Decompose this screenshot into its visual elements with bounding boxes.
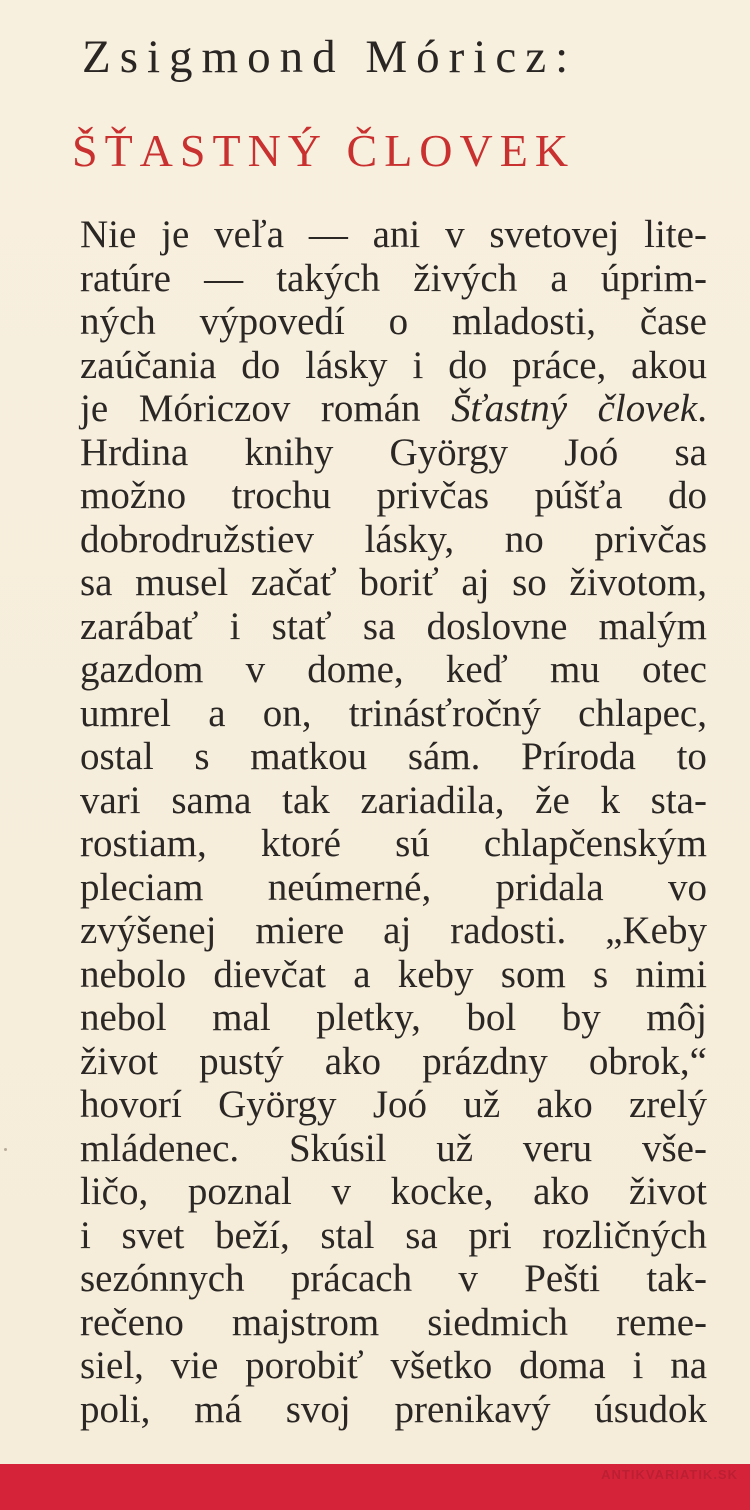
word: nimi: [635, 952, 707, 996]
author-name: Zsigmond Móricz:: [82, 31, 578, 83]
word: úsudok: [594, 1387, 707, 1431]
word: svetovej: [489, 213, 620, 256]
word: gazdom: [80, 648, 204, 691]
word: pustý: [199, 1039, 284, 1083]
word: práce,: [512, 343, 607, 387]
word: zvýšenej: [80, 909, 217, 952]
word: na: [670, 1344, 707, 1387]
word: privčas: [594, 517, 707, 561]
word: život: [629, 1170, 707, 1213]
text-line: [80, 300, 707, 344]
text-line: [80, 1344, 707, 1388]
text-line: [80, 909, 707, 953]
text-line: [80, 561, 707, 605]
word: pri: [468, 1213, 512, 1257]
word: —: [308, 213, 348, 256]
word: ako: [533, 1170, 590, 1213]
word: ani: [372, 213, 421, 256]
word: do: [667, 474, 707, 517]
word: Joó: [564, 430, 619, 474]
watermark-stamp: ANTIKVARIATIK.SK: [601, 1467, 738, 1482]
text-line: [80, 213, 707, 257]
word: doslovne: [426, 604, 568, 648]
word: chlapec,: [578, 691, 707, 735]
text-line: [80, 257, 707, 301]
word: keď: [445, 648, 508, 691]
word: prázdny: [422, 1039, 548, 1083]
word: obrok,“: [588, 1039, 707, 1083]
word: sa: [405, 1213, 438, 1257]
word: Hrdina: [80, 430, 189, 474]
word: Joó: [372, 1083, 428, 1126]
word: román: [320, 387, 421, 430]
text-line: [80, 1257, 707, 1301]
word: by: [561, 996, 601, 1039]
book-title: ŠŤASTNÝ ČLOVEK: [72, 125, 576, 176]
word: aj: [461, 561, 490, 604]
word: akou: [631, 343, 707, 387]
word: veru: [522, 1126, 593, 1170]
word: lite-: [644, 213, 707, 256]
word: lásky,: [364, 517, 455, 561]
word: začať: [250, 561, 337, 604]
text-line: [80, 692, 707, 736]
word: v: [458, 1257, 478, 1300]
word: životom,: [569, 561, 707, 604]
word: i: [632, 1344, 644, 1387]
word: svet: [121, 1213, 185, 1257]
word: chlapčenským: [483, 822, 707, 865]
word: vše-: [641, 1126, 707, 1170]
word: umrel: [80, 691, 171, 735]
word: tak: [282, 778, 330, 822]
word: Skúsil: [288, 1126, 387, 1170]
word: pletky,: [316, 996, 421, 1039]
word: do: [241, 343, 281, 387]
word: ostal: [80, 735, 154, 778]
word: reme-: [616, 1300, 707, 1344]
word: a: [353, 952, 371, 996]
text-line: [80, 779, 707, 823]
word: Šťastný: [451, 387, 568, 430]
word: miere: [255, 909, 345, 952]
word: prácach: [290, 1257, 413, 1300]
word: v: [245, 648, 266, 691]
word: dobrodružstiev: [80, 517, 314, 561]
word: k: [600, 778, 620, 822]
word: všetko: [390, 1344, 493, 1387]
word: možno: [80, 474, 187, 517]
text-line: [80, 605, 707, 649]
word: otec: [642, 648, 707, 691]
word: bol: [466, 996, 517, 1039]
word: ako: [536, 1083, 593, 1126]
word: som: [500, 952, 566, 996]
word: s: [194, 735, 210, 778]
word: privčas: [376, 474, 490, 517]
word: o: [388, 300, 409, 343]
word: ako: [324, 1039, 382, 1083]
word: s: [593, 952, 609, 996]
word: mu: [550, 648, 600, 691]
word: so: [512, 561, 547, 604]
word: vo: [667, 865, 707, 909]
word: boriť: [359, 561, 439, 604]
word: dievčat: [213, 952, 326, 996]
text-line: [80, 822, 707, 866]
word: ratúre: [80, 256, 171, 300]
word: lásky: [305, 343, 388, 387]
word: doma: [519, 1344, 606, 1387]
word: stal: [320, 1213, 375, 1257]
word: nebolo: [80, 952, 187, 996]
word: mládenec.: [80, 1126, 240, 1170]
word: život: [80, 1039, 158, 1083]
text-line: [80, 344, 707, 388]
word: sezónnych: [80, 1257, 245, 1300]
word: živých: [413, 256, 518, 300]
word: sama: [171, 778, 252, 822]
word: ktoré: [260, 822, 341, 865]
word: i: [412, 343, 424, 387]
text-line: [80, 735, 707, 779]
word: dome,: [307, 648, 404, 691]
word: prenikavý: [394, 1387, 551, 1431]
paper-speck: [4, 1148, 7, 1151]
word: sa: [362, 604, 396, 648]
word: púšťa: [534, 474, 623, 517]
word: majstrom: [231, 1300, 380, 1344]
word: a: [208, 691, 226, 735]
word: výpovedí: [199, 300, 345, 343]
text-line: [80, 1127, 707, 1171]
word: sta-: [650, 778, 707, 822]
word: rečeno: [80, 1300, 184, 1344]
word: aj: [383, 909, 412, 952]
word: kocke,: [390, 1170, 494, 1213]
text-line: [80, 1083, 707, 1127]
word: ličo,: [80, 1170, 149, 1213]
word: nebol: [80, 996, 167, 1039]
word: .: [697, 387, 707, 430]
word: je: [80, 387, 109, 430]
word: Nie: [80, 213, 137, 256]
text-line: [80, 1214, 707, 1258]
word: keby: [397, 952, 474, 996]
word: veľa: [214, 213, 285, 256]
word: sa: [674, 430, 707, 474]
word: mal: [212, 996, 271, 1039]
word: poli,: [80, 1387, 151, 1431]
word: mladosti,: [451, 300, 597, 343]
word: i: [80, 1213, 91, 1257]
word: rozličných: [542, 1213, 707, 1257]
word: vari: [80, 778, 141, 822]
word: Móriczov: [138, 387, 291, 430]
word: hovorí: [80, 1083, 182, 1126]
word: on,: [262, 691, 312, 735]
word: už: [436, 1126, 474, 1170]
word: musel: [135, 561, 229, 604]
word: sú: [395, 822, 430, 865]
word: má: [194, 1387, 242, 1431]
word: zarábať: [80, 604, 199, 648]
word: tak-: [646, 1257, 707, 1300]
word: matkou: [250, 735, 368, 778]
text-line: [80, 1170, 707, 1214]
word: že: [535, 778, 570, 822]
word: „Keby: [605, 909, 707, 952]
text-line: [80, 518, 707, 562]
word: rostiam,: [80, 822, 207, 865]
text-line: [80, 1301, 707, 1345]
word: zaúčania: [80, 343, 217, 387]
text-line: [80, 1388, 707, 1432]
word: trinásťročný: [348, 691, 541, 735]
word: do: [448, 343, 488, 387]
word: i: [229, 604, 241, 648]
word: zariadila,: [360, 778, 505, 822]
word: a: [550, 256, 568, 300]
word: Príroda: [521, 735, 636, 778]
word: človek: [597, 387, 698, 430]
word: takých: [276, 256, 381, 300]
text-line: [80, 387, 707, 431]
word: sám.: [407, 735, 481, 778]
word: Pešti: [524, 1257, 601, 1300]
word: György: [389, 430, 508, 474]
text-line: [80, 1040, 707, 1084]
word: sa: [80, 561, 113, 604]
word: [598, 387, 707, 431]
word: trochu: [231, 474, 332, 517]
text-line: [80, 474, 707, 518]
word: to: [676, 735, 707, 778]
word: malým: [598, 604, 707, 648]
word: čase: [639, 300, 707, 343]
word: pridala: [495, 865, 604, 909]
text-line: [80, 431, 707, 475]
text-line: [80, 648, 707, 692]
word: knihy: [244, 430, 334, 474]
word: stať: [271, 604, 332, 648]
blurb-text: [80, 213, 707, 1431]
word: v: [331, 1170, 351, 1213]
word: György: [218, 1083, 337, 1126]
word: poznal: [187, 1170, 292, 1213]
word: no: [504, 517, 544, 561]
text-line: [80, 996, 707, 1040]
word: pleciam: [80, 865, 204, 909]
word: vie: [170, 1344, 219, 1387]
word: už: [463, 1083, 501, 1126]
word: ných: [80, 300, 156, 343]
text-line: [80, 953, 707, 997]
word: v: [445, 213, 465, 256]
word: siedmich: [427, 1300, 569, 1344]
word: neúmerné,: [267, 865, 432, 909]
word: zrelý: [629, 1083, 707, 1126]
word: svoj: [285, 1387, 351, 1431]
word: beží,: [214, 1213, 290, 1257]
word: siel,: [80, 1344, 144, 1387]
word: —: [204, 256, 244, 300]
word: je: [161, 213, 190, 256]
word: môj: [646, 996, 707, 1039]
word: úprim-: [600, 256, 707, 300]
text-line: [80, 866, 707, 910]
word: radosti.: [450, 909, 567, 952]
word: porobiť: [245, 1344, 364, 1387]
